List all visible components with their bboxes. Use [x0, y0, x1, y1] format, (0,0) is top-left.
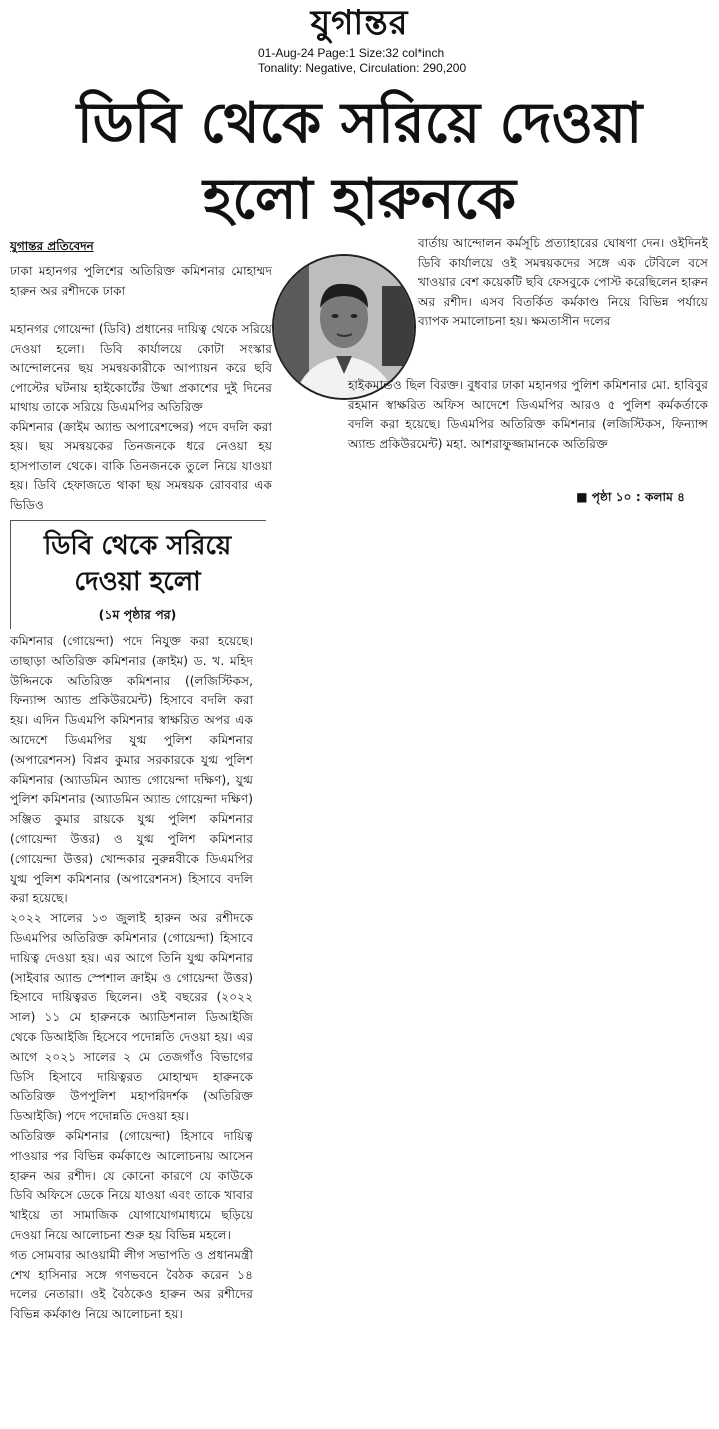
jump-column — [10, 632, 253, 1325]
article-paragraph: বার্তায় আন্দোলন কর্মসূচি প্রত্যাহারের ঘোষণা দেন। ওইদিনই ডিবি কার্যালয়ে ওই সমন্বয়কদের সঙ্গে এক টেবিলে বসে খাওয়ার বেশ কয়েকটি ছবি ফেসবুকে পোস্ট করেছিলেন হারুন অর রশীদ। এসব বিতর্কিত কর্মকাণ্ড নিয়ে বিভিন্ন পর্যায়ে ব্যাপক সমালোচনা হয়। ক্ষমতাসীন দলের — [418, 236, 708, 328]
jump-headline-line-1: ডিবি থেকে সরিয়ে — [43, 531, 232, 561]
jump-headline — [10, 528, 265, 600]
jump-headline-line-2: দেওয়া হলো — [74, 567, 201, 597]
article-paragraph: ঢাকা মহানগর পুলিশের অতিরিক্ত কমিশনার মোহাম্মদ হারুন অর রশীদকে ঢাকা — [10, 264, 272, 298]
newspaper-masthead: যুগান্তর — [310, 3, 409, 43]
meta-tonality: Tonality: Negative, Circulation: 290,200 — [258, 61, 467, 75]
article-paragraph: মহানগর গোয়েন্দা (ডিবি) প্রধানের দায়িত্ব থেকে সরিয়ে দেওয়া হলো। ডিবি কার্যালয়ে কোটা সংস্কার আন্দোলনের ছয় সমন্বয়কারীকে আপ্যায়ন করে ছবি পোস্টের ঘটনায় হাইকোর্টের উষ্মা প্রকাশের দুই দিনের মাথায় তাকে সরিয়ে ডিএমপির অতিরিক্ত — [10, 322, 272, 414]
jump-paragraph: কমিশনার (গোয়েন্দা) পদে নিযুক্ত করা হয়েছে। তাছাড়া অতিরিক্ত কমিশনার (ক্রাইম) ড. খ. মহিদ উদ্দিনকে অতিরিক্ত কমিশনার ((লজিস্টিকস, ফিন্যান্স অ্যান্ড প্রকিউরমেন্ট) হিসাবে বদলি করা হয়। এদিন ডিএমপি কমিশনার স্বাক্ষরিত অপর এক আদেশে ডিএমপির যুগ্ম পুলিশ কমিশনার (অপারেশনস) বিপ্লব কুমার সরকারকে যুগ্ম পুলিশ কমিশনার (অ্যাডমিন অ্যান্ড গোয়েন্দা দক্ষিণ), যুগ্ম পুলিশ কমিশনার (অ্যাডমিন অ্যান্ড গোয়েন্দা দক্ষিণ) সঞ্জিত কুমার রায়কে যুগ্ম পুলিশ কমিশনার (গোয়েন্দা উত্তর) ও যুগ্ম পুলিশ কমিশনার (গোয়েন্দা উত্তর) খোন্দকার নুরুন্নবীকে ডিএমপির যুগ্ম পুলিশ কমিশনার (অপারেশনস) হিসাবে বদলি করা হয়েছে। — [10, 634, 253, 906]
article-column-right — [348, 376, 708, 454]
byline: যুগান্তর প্রতিবেদন — [10, 239, 94, 253]
jump-paragraph: গত সোমবার আওয়ামী লীগ সভাপতি ও প্রধানমন্ত্রী শেখ হাসিনার সঙ্গে গণভবনে বৈঠক করেন ১৪ দলের নেতারা। ওই বৈঠকেও হারুন অর রশীদের বিভিন্ন কর্মকাণ্ড নিয়ে আলোচনা হয়। — [10, 1247, 253, 1322]
meta-date-page: 01-Aug-24 Page:1 Size:32 col*inch — [258, 46, 445, 60]
article-paragraph: হাইকমান্ডও ছিল বিরক্ত। বুধবার ঢাকা মহানগর পুলিশ কমিশনার মো. হাবিবুর রহমান স্বাক্ষরিত অফিস আদেশে ডিএমপির আরও ৫ পুলিশ কর্মকর্তাকে বদলি করা হয়েছে। ডিএমপির অতিরিক্ত কমিশনার (লজিস্টিকস, ফিন্যান্স অ্যান্ড প্রকিউরমেন্ট) মহা. আশরাফুজ্জামানকে অতিরিক্ত — [348, 378, 708, 451]
jump-from-label: (১ম পৃষ্ঠার পর) — [98, 607, 177, 622]
article-column-left-top — [10, 262, 272, 301]
jump-paragraph: ২০২২ সালের ১৩ জুলাই হারুন অর রশীদকে ডিএমপির অতিরিক্ত কমিশনার (গোয়েন্দা) হিসাবে দায়িত্ব দেওয়া হয়। এর আগে তিনি যুগ্ম কমিশনার (সাইবার অ্যান্ড স্পেশাল ক্রাইম ও গোয়েন্দা উত্তর) হিসাবে দায়িত্বরত ছিলেন। ওই বছরের (২০২২ সাল) ১১ মে হারুনকে অ্যাডিশনাল ডিআইজি থেকে ডিআইজি হিসেবে পদোন্নতি দেওয়া হয়। এর আগে ২০২১ সালের ২ মে তেজগাঁও বিভাগের ডিসি হিসাবে দায়িত্বরত মোহাম্মদ হারুনকে অতিরিক্ত উপপুলিশ মহাপরিদর্শক (অতিরিক্ত ডিআইজি) পদে পদোন্নতি দেওয়া হয়। — [10, 911, 253, 1124]
article-column-left — [10, 320, 272, 515]
article-headline — [0, 86, 719, 238]
jump-paragraph: অতিরিক্ত কমিশনার (গোয়েন্দা) হিসাবে দায়িত্ব পাওয়ার পর বিভিন্ন কর্মকাণ্ডে আলোচনায় আসেন হারুন অর রশীদ। যে কোনো কারণে যে কাউকে ডিবি অফিসে ডেকে নিয়ে যাওয়া এবং তাকে খাবার খাইয়ে তা সামাজিক যোগাযোগমাধ্যমে ছড়িয়ে দেওয়া নিয়ে আলোচনা শুরু হয় বিভিন্ন মহলে। — [10, 1128, 253, 1242]
headline-line-1: ডিবি থেকে সরিয়ে দেওয়া — [76, 91, 643, 156]
article-column-right-top — [418, 234, 708, 332]
clipping-meta — [258, 46, 466, 76]
headline-line-2: হলো হারুনকে — [202, 167, 517, 232]
continued-reference: ■ পৃষ্ঠা ১০ : কলাম ৪ — [576, 490, 686, 504]
article-paragraph: কমিশনার (ক্রাইম অ্যান্ড অপারেশন্সের) পদে বদলি করা হয়। ছয় সমন্বয়কের তিনজনকে ধরে নেওয়া হয় হাসপাতাল থেকে। বাকি তিনজনকে তুলে নিয়ে যাওয়া হয়। ডিবি হেফাজতে থাকা ছয় সমন্বয়ক রোববার এক ভিডিও — [10, 419, 272, 512]
